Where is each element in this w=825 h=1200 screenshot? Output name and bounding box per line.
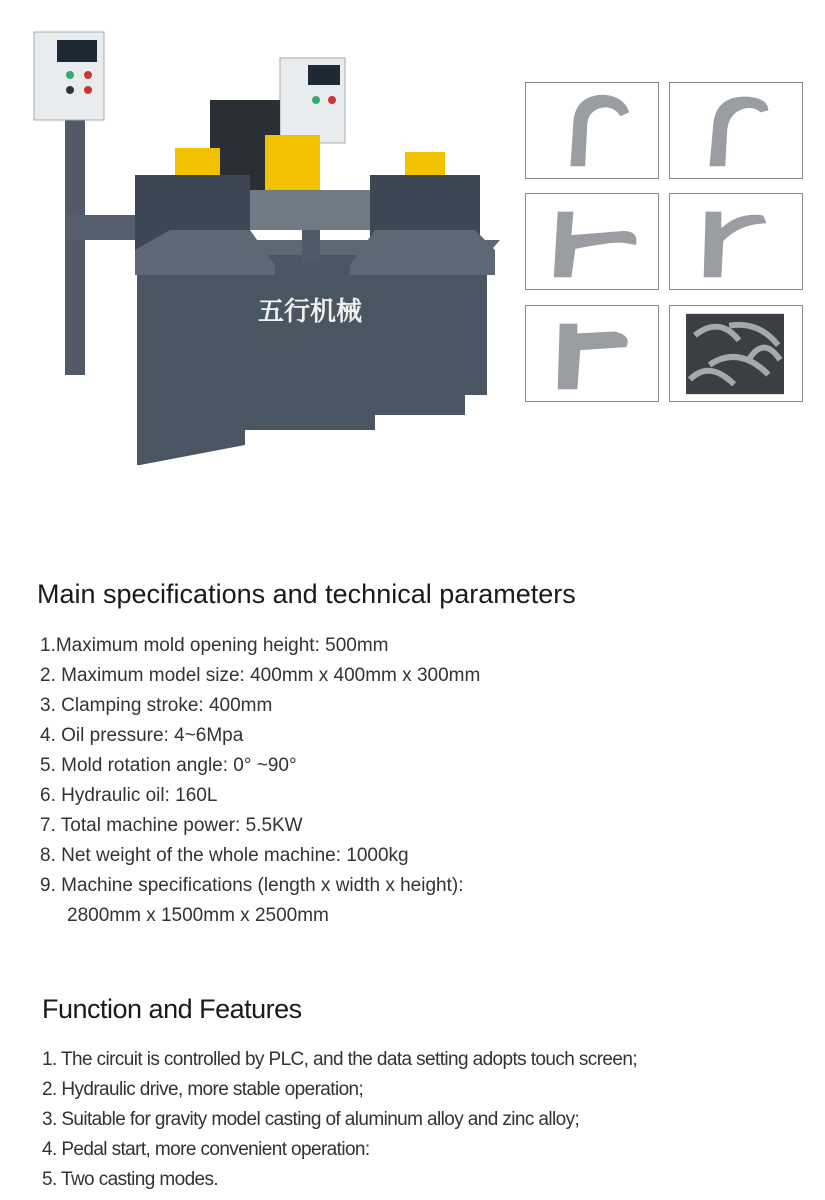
sample-thumbnail-t-fitting-3 [525,305,659,402]
feature-item: 5. Two casting modes. [42,1169,219,1190]
machine-image [20,20,510,480]
feature-item: 1. The circuit is controlled by PLC, and the data setting adopts touch screen; [42,1049,637,1070]
features-list [42,1045,637,1195]
sample-thumbnail-t-fitting-1 [525,193,659,290]
machine-logo: 五行机械 [257,297,363,327]
specs-title: Main specifications and technical parameters [37,579,576,609]
spec-item: 4. Oil pressure: 4~6Mpa [40,725,244,746]
spec-item: 9. Machine specifications (length x width x height): [40,875,464,896]
feature-item: 4. Pedal start, more convenient operation: [42,1139,370,1160]
feature-item: 2. Hydraulic drive, more stable operation; [42,1079,364,1100]
specs-list [40,631,480,931]
spec-item: 1.Maximum mold opening height: 500mm [40,635,389,656]
feature-item: 3. Suitable for gravity model casting of aluminum alloy and zinc alloy; [42,1109,580,1130]
features-title: Function and Features [42,994,302,1024]
spec-item: 3. Clamping stroke: 400mm [40,695,273,716]
sample-thumbnail-hook-1 [525,82,659,179]
sample-thumbnail-castings-pile [669,305,803,402]
sample-thumbnail-hook-2 [669,82,803,179]
spec-item-continuation: 2800mm x 1500mm x 2500mm [67,905,329,926]
spec-item: 2. Maximum model size: 400mm x 400mm x 300mm [40,665,481,686]
spec-item: 6. Hydraulic oil: 160L [40,785,218,806]
spec-item: 8. Net weight of the whole machine: 1000kg [40,845,409,866]
spec-item: 7. Total machine power: 5.5KW [40,815,303,836]
sample-thumbnail-t-fitting-2 [669,193,803,290]
spec-item: 5. Mold rotation angle: 0° ~90° [40,755,297,776]
